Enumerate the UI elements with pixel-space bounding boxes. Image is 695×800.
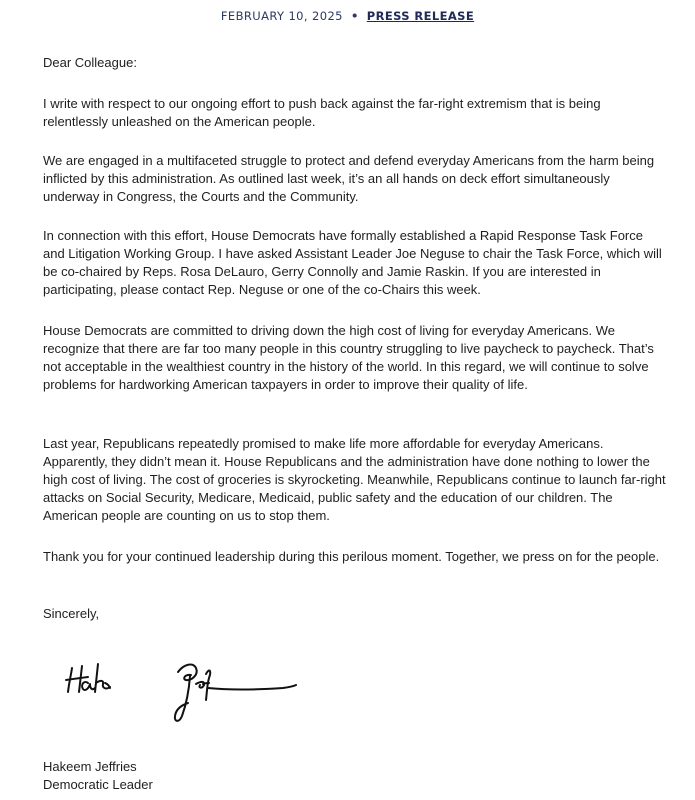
paragraph-1: I write with respect to our ongoing effort to push back against the far-right extremism that is being relentlessly unleashed on the American people.: [43, 96, 601, 129]
release-date: FEBRUARY 10, 2025: [220, 9, 343, 23]
handwritten-signature: [58, 650, 308, 730]
paragraph-6: Thank you for your continued leadership during this perilous moment. Together, we press on for the people.: [43, 549, 660, 564]
press-header: [0, 9, 695, 23]
closing: Sincerely,: [43, 606, 100, 621]
paragraph-2: We are engaged in a multifaceted struggle to protect and defend everyday Americans from the harm being inflicted by this administration. As outlined last week, it’s an all hands on deck effort simultaneously underway in Congress, the Courts and the Community.: [43, 153, 655, 204]
signer-name: Hakeem Jeffries: [43, 759, 137, 774]
press-release-link[interactable]: PRESS RELEASE: [366, 9, 475, 23]
signer-title: Democratic Leader: [43, 777, 153, 792]
paragraph-5: Last year, Republicans repeatedly promised to make life more affordable for everyday Americans. Apparently, they didn’t mean it. House Republicans and the administration have done nothing to lower the high cost of living. The cost of groceries is skyrocketing. Meanwhile, Republicans continue to launch far-right attacks on Social Security, Medicare, Medicaid, public safety and the education of our children. The American people are counting on us to stop them.: [43, 436, 666, 523]
header-separator: •: [350, 9, 359, 23]
salutation: Dear Colleague:: [43, 55, 137, 70]
paragraph-3: In connection with this effort, House Democrats have formally established a Rapid Response Task Force and Litigation Working Group. I have asked Assistant Leader Joe Neguse to chair the Task Force, which will be co-chaired by Reps. Rosa DeLauro, Gerry Connolly and Jamie Raskin. If you are interested in participating, please contact Rep. Neguse or one of the co-Chairs this week.: [43, 228, 662, 297]
paragraph-4: House Democrats are committed to driving down the high cost of living for everyday Americans. We recognize that there are far too many people in this country struggling to live paycheck to paycheck. That’s not acceptable in the wealthiest country in the history of the world. In this regard, we will continue to solve problems for hardworking American taxpayers in order to improve their quality of life.: [43, 323, 654, 392]
